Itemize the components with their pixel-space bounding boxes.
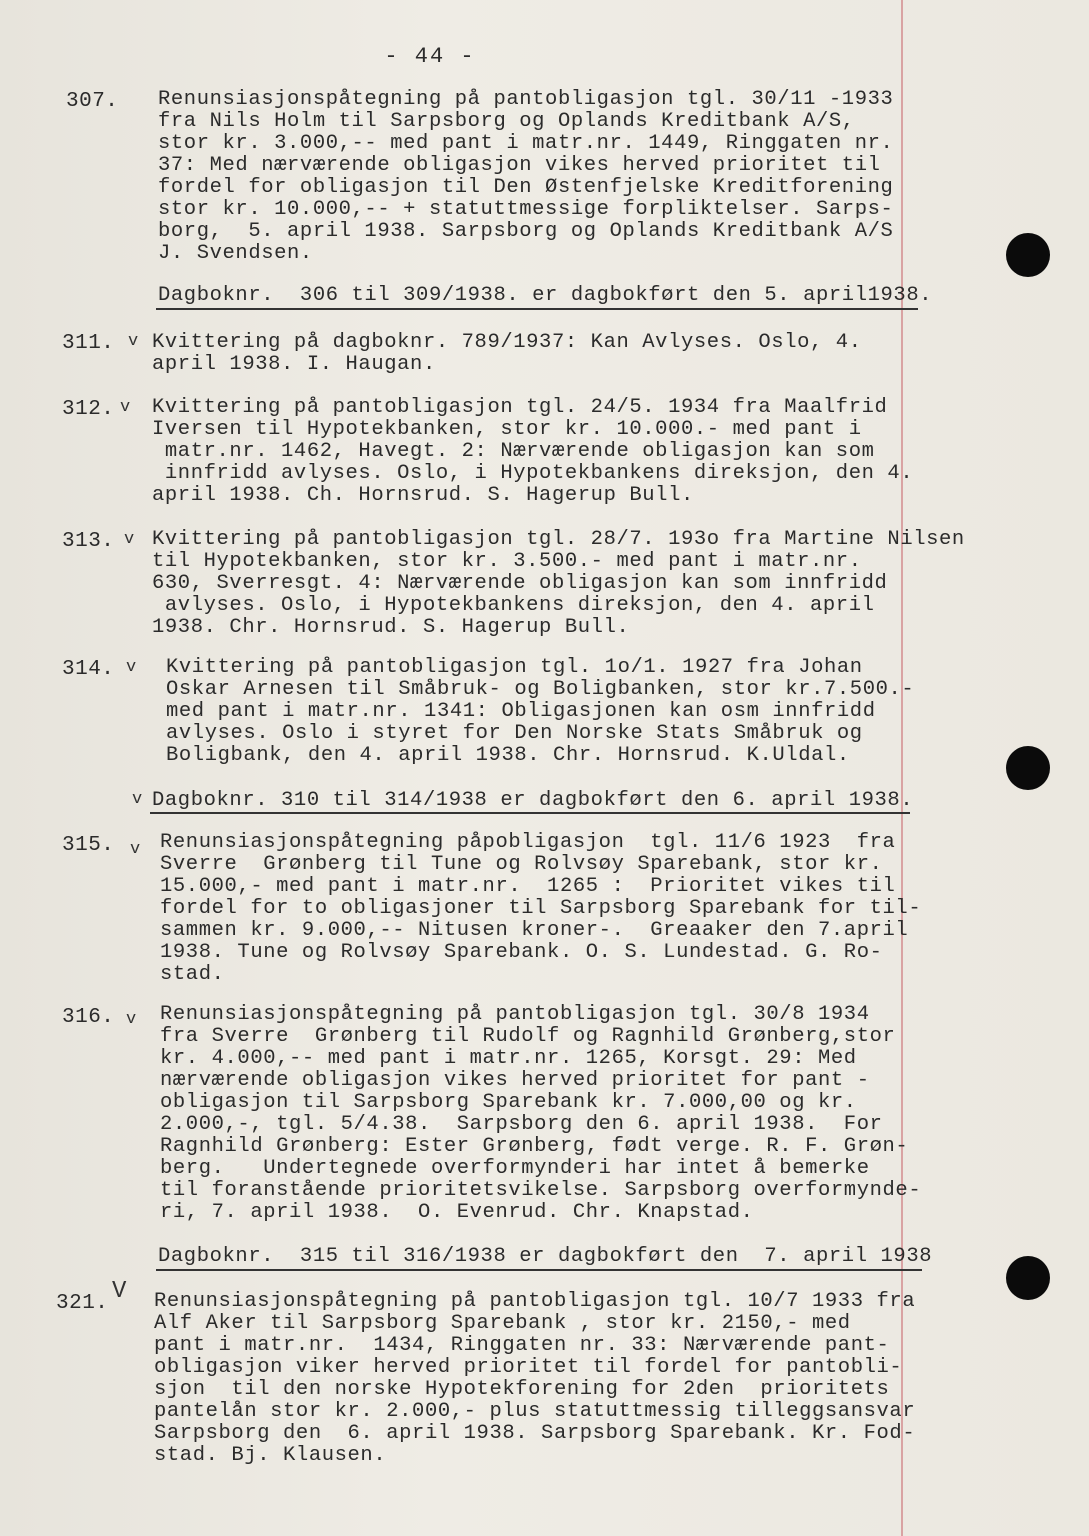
check-mark: v: [120, 398, 131, 417]
text-line: 2.000,-, tgl. 5/4.38. Sarpsborg den 6. april 1938. For: [160, 1113, 883, 1136]
text-line: innfridd avlyses. Oslo, i Hypotekbankens direksjon, den 4.: [152, 462, 914, 485]
text-line: stor kr. 10.000,-- + statuttmessige forpliktelser. Sarps-: [158, 198, 894, 221]
text-line: Iversen til Hypotekbanken, stor kr. 10.000.- med pant i: [152, 418, 862, 441]
text-line: Kvittering på dagboknr. 789/1937: Kan Avlyses. Oslo, 4.: [152, 331, 862, 354]
text-line: 37: Med nærværende obligasjon vikes herved prioritet til: [158, 154, 881, 177]
text-line: stad.: [160, 963, 225, 986]
text-line: 1938. Chr. Hornsrud. S. Hagerup Bull.: [152, 616, 630, 639]
check-mark: v: [132, 790, 143, 809]
text-line: med pant i matr.nr. 1341: Obligasjonen kan osm innfridd: [166, 700, 876, 723]
text-line: ri, 7. april 1938. O. Evenrud. Chr. Knapstad.: [160, 1201, 754, 1224]
text-line: Renunsiasjonspåtegning på pantobligasjon tgl. 30/8 1934: [160, 1003, 870, 1026]
text-line: Oskar Arnesen til Småbruk- og Boligbanken, stor kr.7.500.-: [166, 678, 915, 701]
text-line: avlyses. Oslo, i Hypotekbankens direksjon, den 4. april: [152, 594, 875, 617]
text-line: Kvittering på pantobligasjon tgl. 24/5. 1934 fra Maalfrid: [152, 396, 888, 419]
text-line: Sverre Grønberg til Tune og Rolvsøy Sparebank, stor kr.: [160, 853, 883, 876]
page-number: - 44 -: [384, 44, 476, 69]
text-line: Ragnhild Grønberg: Ester Grønberg, født verge. R. F. Grøn-: [160, 1135, 909, 1158]
text-line: Sarpsborg den 6. april 1938. Sarpsborg Sparebank. Kr. Fod-: [154, 1422, 916, 1445]
journal-summary: Dagboknr. 306 til 309/1938. er dagbokført den 5. april1938.: [158, 284, 933, 307]
entry-number: 315.: [62, 834, 115, 857]
text-line: matr.nr. 1462, Havegt. 2: Nærværende obligasjon kan som: [152, 440, 875, 463]
text-line: J. Svendsen.: [158, 242, 313, 265]
text-line: borg, 5. april 1938. Sarpsborg og Oplands Kreditbank A/S: [158, 220, 894, 243]
summary-underline: [156, 1269, 922, 1271]
text-line: april 1938. I. Haugan.: [152, 353, 436, 376]
text-line: Renunsiasjonspåtegning på pantobligasjon tgl. 10/7 1933 fra: [154, 1290, 916, 1313]
text-line: 1938. Tune og Rolvsøy Sparebank. O. S. Lundestad. G. Ro-: [160, 941, 883, 964]
journal-summary: Dagboknr. 310 til 314/1938 er dagbokført den 6. april 1938.: [152, 789, 914, 812]
entry-text: [152, 332, 862, 376]
text-line: obligasjon til Sarpsborg Sparebank kr. 7.000,00 og kr.: [160, 1091, 857, 1114]
text-line: avlyses. Oslo i styret for Den Norske Stats Småbruk og: [166, 722, 863, 745]
text-line: fordel for obligasjon til Den Østenfjelske Kreditforening: [158, 176, 894, 199]
text-line: fra Nils Holm til Sarpsborg og Oplands Kreditbank A/S,: [158, 110, 855, 133]
entry-text: [152, 529, 965, 639]
text-line: til Hypotekbanken, stor kr. 3.500.- med pant i matr.nr.: [152, 550, 862, 573]
summary-underline: [150, 812, 910, 814]
entry-text: [158, 89, 893, 265]
entry-text: [166, 657, 914, 767]
text-line: pant i matr.nr. 1434, Ringgaten nr. 33: Nærværende pant-: [154, 1334, 890, 1357]
text-line: til foranstående prioritetsvikelse. Sarpsborg overformynde-: [160, 1179, 922, 1202]
entry-text: [154, 1291, 915, 1467]
text-line: stor kr. 3.000,-- med pant i matr.nr. 1449, Ringgaten nr.: [158, 132, 894, 155]
punch-hole: [1006, 1256, 1050, 1300]
entry-number: 312.: [62, 398, 115, 421]
check-mark: V: [112, 1278, 127, 1305]
summary-underline: [156, 308, 918, 310]
entry-number: 314.: [62, 658, 115, 681]
text-line: fordel for to obligasjoner til Sarpsborg Sparebank for til-: [160, 897, 922, 920]
check-mark: v: [128, 332, 139, 351]
entry-number: 311.: [62, 332, 115, 355]
entry-number: 307.: [66, 90, 119, 113]
entry-text: [152, 397, 913, 507]
text-line: nærværende obligasjon vikes herved prioritet for pant -: [160, 1069, 870, 1092]
punch-hole: [1006, 746, 1050, 790]
check-mark: v: [126, 1010, 137, 1029]
text-line: Renunsiasjonspåtegning påpobligasjon tgl. 11/6 1923 fra: [160, 831, 896, 854]
text-line: april 1938. Ch. Hornsrud. S. Hagerup Bull.: [152, 484, 694, 507]
punch-hole: [1006, 233, 1050, 277]
text-line: sjon til den norske Hypotekforening for 2den prioritets: [154, 1378, 890, 1401]
check-mark: v: [124, 530, 135, 549]
text-line: 630, Sverresgt. 4: Nærværende obligasjon kan som innfridd: [152, 572, 888, 595]
entry-number: 313.: [62, 530, 115, 553]
text-line: Kvittering på pantobligasjon tgl. 1o/1. 1927 fra Johan: [166, 656, 863, 679]
check-mark: v: [130, 840, 141, 859]
text-line: obligasjon viker herved prioritet til fordel for pantobli-: [154, 1356, 903, 1379]
entry-number: 321.: [56, 1292, 109, 1315]
entry-text: [160, 832, 921, 986]
entry-number: 316.: [62, 1006, 115, 1029]
text-line: stad. Bj. Klausen.: [154, 1444, 387, 1467]
text-line: 15.000,- med pant i matr.nr. 1265 : Prioritet vikes til: [160, 875, 896, 898]
text-line: Alf Aker til Sarpsborg Sparebank , stor kr. 2150,- med: [154, 1312, 851, 1335]
entry-text: [160, 1004, 921, 1224]
text-line: Boligbank, den 4. april 1938. Chr. Hornsrud. K.Uldal.: [166, 744, 850, 767]
text-line: berg. Undertegnede overformynderi har intet å bemerke: [160, 1157, 870, 1180]
text-line: fra Sverre Grønberg til Rudolf og Ragnhild Grønberg,stor: [160, 1025, 896, 1048]
journal-summary: Dagboknr. 315 til 316/1938 er dagbokført den 7. april 1938: [158, 1245, 933, 1268]
check-mark: v: [126, 658, 137, 677]
text-line: sammen kr. 9.000,-- Nitusen kroner-. Greaaker den 7.april: [160, 919, 909, 942]
text-line: Renunsiasjonspåtegning på pantobligasjon tgl. 30/11 -1933: [158, 88, 894, 111]
text-line: pantelån stor kr. 2.000,- plus statuttmessig tilleggsansvar: [154, 1400, 916, 1423]
text-line: kr. 4.000,-- med pant i matr.nr. 1265, Korsgt. 29: Med: [160, 1047, 857, 1070]
text-line: Kvittering på pantobligasjon tgl. 28/7. 193o fra Martine Nilsen: [152, 528, 965, 551]
